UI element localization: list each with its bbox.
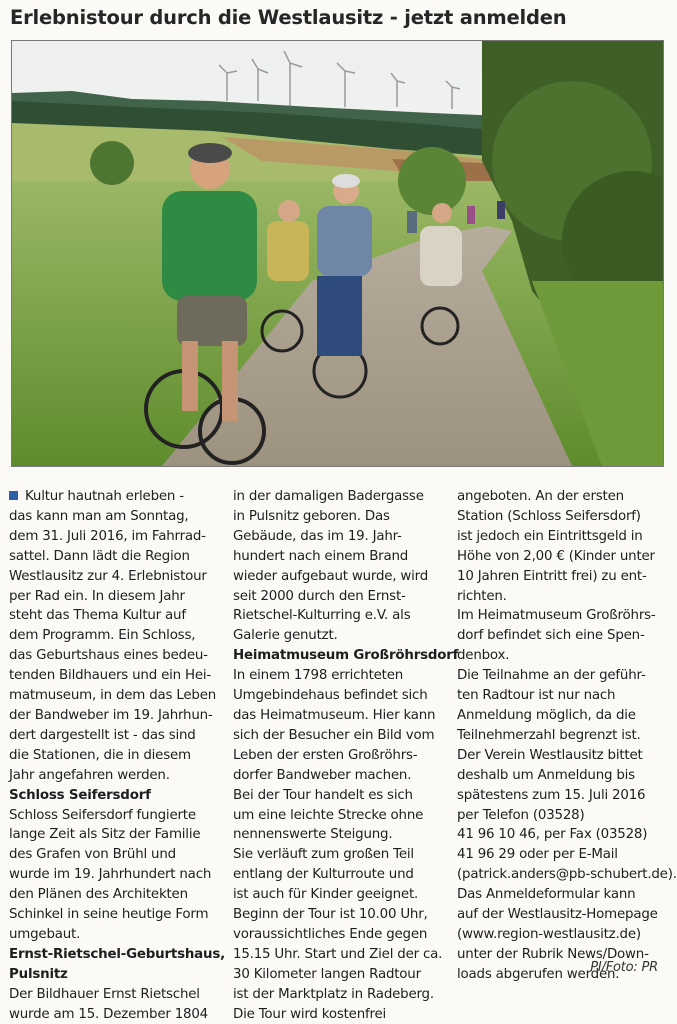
text-line: Rietschel-Kulturring e.V. als bbox=[233, 608, 411, 624]
text-line: umgebaut. bbox=[9, 926, 81, 942]
text-line: Sie verläuft zum großen Teil bbox=[233, 847, 414, 863]
subheading-heimatmuseum: Heimatmuseum Großröhrsdorf bbox=[233, 648, 459, 664]
text-line: Schloss Seifersdorf fungierte bbox=[9, 807, 196, 823]
text-line: dem Programm. Ein Schloss, bbox=[9, 628, 196, 644]
bullet-marker-icon bbox=[9, 491, 18, 500]
text-line: seit 2000 durch den Ernst- bbox=[233, 588, 406, 604]
text-line: Umgebindehaus befindet sich bbox=[233, 688, 428, 704]
text-line: dert dargestellt ist - das sind bbox=[9, 727, 196, 743]
article-headline: Erlebnistour durch die Westlausitz - jetzt anmelden bbox=[10, 6, 567, 29]
text-line: den Plänen des Architekten bbox=[9, 887, 188, 903]
text-line: denbox. bbox=[457, 648, 510, 664]
subheading-rietschel-geburtshaus: Ernst-Rietschel-Geburtshaus, bbox=[9, 946, 225, 962]
text-line: richten. bbox=[457, 588, 507, 604]
text-line: 15.15 Uhr. Start und Ziel der ca. bbox=[233, 946, 443, 962]
text-line: nennenswerte Steigung. bbox=[233, 827, 393, 843]
text-line: um eine leichte Strecke ohne bbox=[233, 807, 424, 823]
text-line: voraussichtliches Ende gegen bbox=[233, 926, 428, 942]
article-column-1 bbox=[9, 487, 225, 1024]
text-line: Westlausitz zur 4. Erlebnistour bbox=[9, 568, 207, 584]
text-line: Leben der ersten Großröhrs- bbox=[233, 747, 418, 763]
text-line: in Pulsnitz geboren. Das bbox=[233, 508, 390, 524]
text-line: unter der Rubrik News/Down- bbox=[457, 946, 649, 962]
text-line: wurde am 15. Dezember 1804 bbox=[9, 1006, 209, 1022]
text-line: angeboten. An der ersten bbox=[457, 489, 624, 504]
text-line: Höhe von 2,00 € (Kinder unter bbox=[457, 548, 655, 564]
text-line: 41 96 10 46, per Fax (03528) bbox=[457, 827, 648, 843]
text-line: lange Zeit als Sitz der Familie bbox=[9, 827, 201, 843]
article-photo bbox=[11, 40, 664, 467]
text-line: steht das Thema Kultur auf bbox=[9, 608, 186, 624]
text-line: Gebäude, das im 19. Jahr- bbox=[233, 528, 402, 544]
text-line: In einem 1798 errichteten bbox=[233, 668, 404, 684]
text-line: das kann man am Sonntag, bbox=[9, 508, 189, 524]
text-line: wurde im 19. Jahrhundert nach bbox=[9, 867, 212, 883]
text-line: loads abgerufen werden. bbox=[457, 966, 620, 982]
text-line: Bei der Tour handelt es sich bbox=[233, 787, 413, 803]
text-line: sattel. Dann lädt die Region bbox=[9, 548, 190, 564]
text-line: 10 Jahren Eintritt frei) zu ent- bbox=[457, 568, 647, 584]
text-line: die Stationen, die in diesem bbox=[9, 747, 191, 763]
text-line: dorfer Bandweber machen. bbox=[233, 767, 412, 783]
text-line: das Heimatmuseum. Hier kann bbox=[233, 707, 436, 723]
text-line: der Bandweber im 19. Jahrhun- bbox=[9, 707, 213, 723]
text-line: per Rad ein. In diesem Jahr bbox=[9, 588, 185, 604]
article-column-3 bbox=[457, 487, 677, 985]
text-line: sich der Besucher ein Bild vom bbox=[233, 727, 435, 743]
text-line: Die Teilnahme an der geführ- bbox=[457, 668, 646, 684]
text-line: Beginn der Tour ist 10.00 Uhr, bbox=[233, 907, 428, 923]
text-line: matmuseum, in dem das Leben bbox=[9, 688, 217, 704]
text-line: Station (Schloss Seifersdorf) bbox=[457, 508, 641, 524]
text-line: Galerie genutzt. bbox=[233, 628, 338, 644]
text-line: Anmeldung möglich, da die bbox=[457, 707, 636, 723]
text-line: per Telefon (03528) bbox=[457, 807, 585, 823]
text-line: Das Anmeldeformular kann bbox=[457, 887, 636, 903]
subheading-pulsnitz: Pulsnitz bbox=[9, 966, 68, 982]
text-line: Die Tour wird kostenfrei bbox=[233, 1006, 387, 1022]
text-line: Schinkel in seine heutige Form bbox=[9, 907, 209, 923]
text-line: spätestens zum 15. Juli 2016 bbox=[457, 787, 646, 803]
text-line: dem 31. Juli 2016, im Fahrrad- bbox=[9, 528, 206, 544]
text-line: Im Heimatmuseum Großröhrs- bbox=[457, 608, 656, 624]
article-column-2 bbox=[233, 487, 459, 1024]
text-line: 41 96 29 oder per E-Mail bbox=[457, 847, 618, 863]
website-address[interactable]: (www.region-westlausitz.de) bbox=[457, 926, 641, 942]
text-line: hundert nach einem Brand bbox=[233, 548, 409, 564]
text-line: ist auch für Kinder geeignet. bbox=[233, 887, 419, 903]
text-line: Teilnehmerzahl begrenzt ist. bbox=[457, 727, 641, 743]
photo-credit: PI/Foto: PR bbox=[590, 960, 658, 975]
text-line: Der Verein Westlausitz bittet bbox=[457, 747, 643, 763]
text-line: Jahr angefahren werden. bbox=[9, 767, 170, 783]
text-line: in der damaligen Badergasse bbox=[233, 489, 424, 504]
text-line: ten Radtour ist nur nach bbox=[457, 688, 616, 704]
text-line: wieder aufgebaut wurde, wird bbox=[233, 568, 429, 584]
text-line: 30 Kilometer langen Radtour bbox=[233, 966, 421, 982]
photo-cyclists bbox=[12, 41, 663, 466]
text-line: ist der Marktplatz in Radeberg. bbox=[233, 986, 434, 1002]
text-line: Der Bildhauer Ernst Rietschel bbox=[9, 986, 200, 1002]
text-line: deshalb um Anmeldung bis bbox=[457, 767, 635, 783]
text-line: dorf befindet sich eine Spen- bbox=[457, 628, 645, 644]
email-address[interactable]: (patrick.anders@pb-schubert.de). bbox=[457, 867, 677, 883]
text-line: entlang der Kulturroute und bbox=[233, 867, 414, 883]
text-line: tenden Bildhauers und ein Hei- bbox=[9, 668, 212, 684]
text-line: ist jedoch ein Eintrittsgeld in bbox=[457, 528, 643, 544]
text-line: das Geburtshaus eines bedeu- bbox=[9, 648, 208, 664]
subheading-schloss-seifersdorf: Schloss Seifersdorf bbox=[9, 787, 151, 803]
text-line: Kultur hautnah erleben - bbox=[9, 487, 221, 507]
text-line: auf der Westlausitz-Homepage bbox=[457, 907, 658, 923]
text-line: des Grafen von Brühl und bbox=[9, 847, 176, 863]
